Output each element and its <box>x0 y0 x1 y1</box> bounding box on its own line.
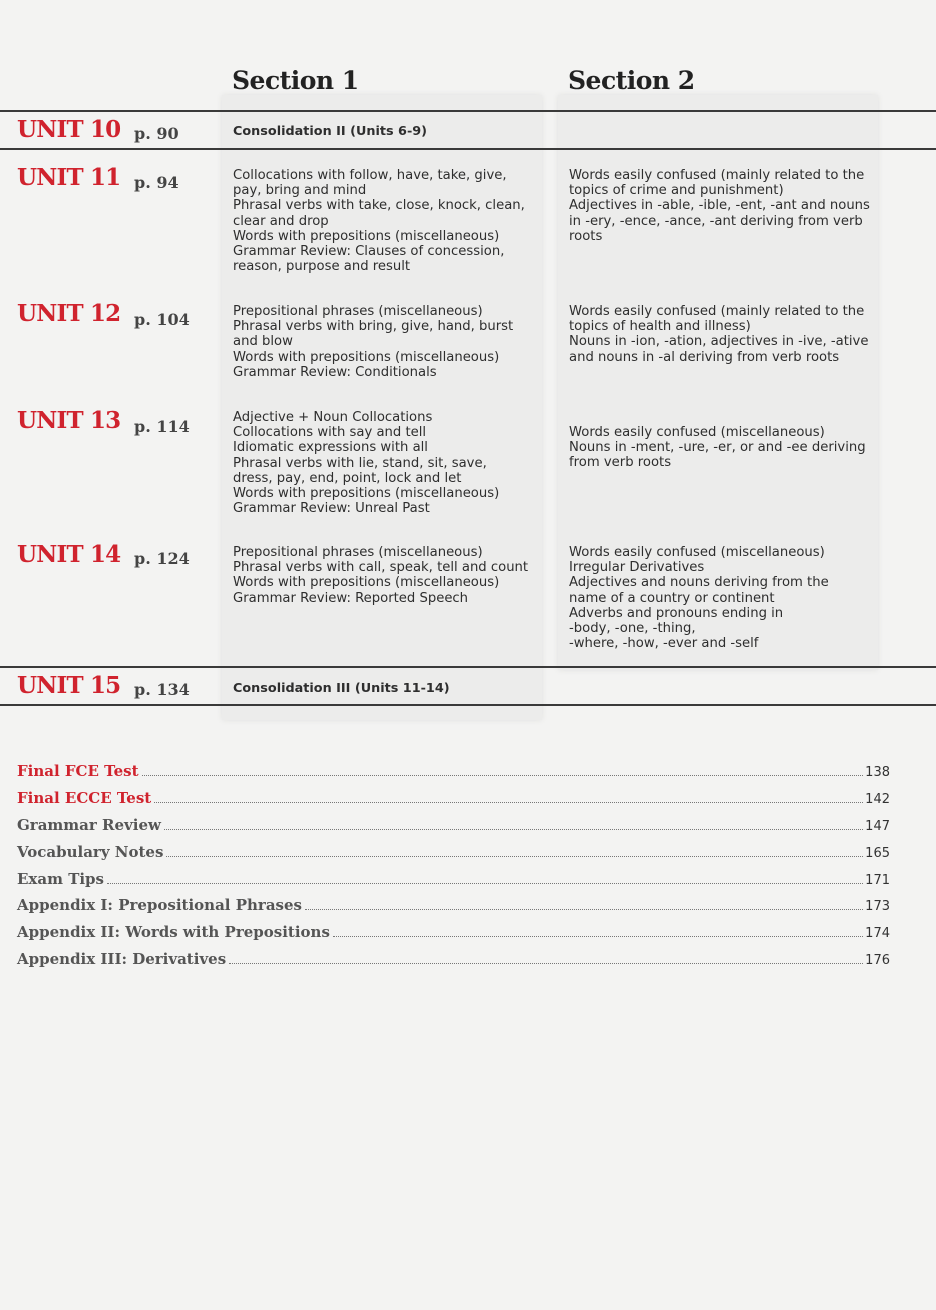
toc-item[interactable] <box>17 760 890 780</box>
topic-line: Adjectives and nouns deriving from the <box>569 575 829 591</box>
toc-title: Vocabulary Notes <box>17 843 164 861</box>
topic-line: and nouns in -al deriving from verb roots <box>569 349 840 365</box>
topic-line: Idiomatic expressions with all <box>233 440 428 456</box>
toc-title: Exam Tips <box>17 870 104 888</box>
unit12-section2 <box>569 304 874 365</box>
dot-leader <box>305 908 863 910</box>
toc-item[interactable] <box>17 868 890 888</box>
toc-page: 171 <box>865 873 890 888</box>
topic-line: Phrasal verbs with lie, stand, sit, save, <box>233 455 487 471</box>
topic-line: Words with prepositions (miscellaneous) <box>233 228 500 244</box>
unit13-section1 <box>233 410 538 516</box>
topic-line: Irregular Derivatives <box>569 560 705 576</box>
dot-leader <box>333 935 863 937</box>
section2-heading: Section 2 <box>568 66 695 95</box>
toc-page: 174 <box>865 926 890 941</box>
topic-line: Grammar Review: Clauses of concession, <box>233 244 505 260</box>
section1-heading: Section 1 <box>232 66 359 95</box>
topic-line: -body, -one, -thing, <box>569 621 696 637</box>
unit-page-ref: p. 114 <box>134 417 190 436</box>
toc-item[interactable] <box>17 894 890 914</box>
topic-line: Words with prepositions (miscellaneous) <box>233 575 500 591</box>
dot-leader <box>107 882 863 884</box>
topic-line: and blow <box>233 334 293 350</box>
toc-item[interactable] <box>17 841 890 861</box>
dot-leader <box>166 855 863 857</box>
topic-line: dress, pay, end, point, lock and let <box>233 470 462 486</box>
toc-title: Grammar Review <box>17 816 161 834</box>
unit15-section1 <box>233 681 538 696</box>
rule-top <box>0 110 936 112</box>
toc-title: Appendix II: Words with Prepositions <box>17 923 330 941</box>
topic-line: Adjective + Noun Collocations <box>233 410 433 425</box>
topic-line: pay, bring and mind <box>233 183 367 199</box>
topic-line: Consolidation II (Units 6-9) <box>233 124 428 139</box>
unit11-section2 <box>569 168 874 244</box>
toc-page: 142 <box>865 792 890 807</box>
unit-page-ref: p. 104 <box>134 310 190 329</box>
unit11-section1 <box>233 168 538 274</box>
topic-line: Words with prepositions (miscellaneous) <box>233 349 500 365</box>
unit14-section2 <box>569 545 874 651</box>
unit-label: UNIT 13 <box>17 407 121 434</box>
toc-page: 173 <box>865 899 890 914</box>
topic-line: Grammar Review: Unreal Past <box>233 501 430 517</box>
unit-label: UNIT 15 <box>17 672 121 699</box>
unit-page-ref: p. 124 <box>134 549 190 568</box>
dot-leader <box>154 801 863 803</box>
topic-line: topics of crime and punishment) <box>569 183 784 199</box>
topic-line: Adverbs and pronouns ending in <box>569 605 784 621</box>
topic-line: in -ery, -ence, -ance, -ant deriving from verb <box>569 213 863 229</box>
toc-page: 138 <box>865 765 890 780</box>
topic-line: clear and drop <box>233 213 329 229</box>
topic-line: Phrasal verbs with call, speak, tell and count <box>233 560 529 576</box>
topic-line: Collocations with follow, have, take, give, <box>233 168 507 183</box>
unit13-section2 <box>569 425 874 471</box>
toc-item[interactable] <box>17 787 890 807</box>
topic-line: Prepositional phrases (miscellaneous) <box>233 304 483 319</box>
unit-label: UNIT 11 <box>17 164 121 191</box>
rule-unit10-bottom <box>0 148 936 150</box>
topic-line: Nouns in -ion, -ation, adjectives in -ive, -ative <box>569 334 869 350</box>
rule-unit15-bottom <box>0 704 936 706</box>
topic-line: roots <box>569 228 603 244</box>
rule-unit15-top <box>0 666 936 668</box>
unit-label: UNIT 10 <box>17 116 121 143</box>
dot-leader <box>229 962 863 964</box>
topic-line: name of a country or continent <box>569 590 775 606</box>
dot-leader <box>164 828 863 830</box>
topic-line: Words with prepositions (miscellaneous) <box>233 486 500 502</box>
topic-line: Consolidation III (Units 11-14) <box>233 681 450 696</box>
toc-item[interactable] <box>17 814 890 834</box>
toc-item[interactable] <box>17 921 890 941</box>
unit14-section1 <box>233 545 538 606</box>
dot-leader <box>142 774 864 776</box>
topic-line: from verb roots <box>569 455 672 471</box>
topic-line: Prepositional phrases (miscellaneous) <box>233 545 483 560</box>
topic-line: Words easily confused (mainly related to the <box>569 168 865 183</box>
toc-page: 176 <box>865 953 890 968</box>
topic-line: Grammar Review: Reported Speech <box>233 590 469 606</box>
topic-line: Nouns in -ment, -ure, -er, or and -ee deriving <box>569 440 866 456</box>
topic-line: Phrasal verbs with bring, give, hand, burst <box>233 319 514 335</box>
topic-line: reason, purpose and result <box>233 259 411 275</box>
toc-title: Appendix III: Derivatives <box>17 950 227 968</box>
topic-line: topics of health and illness) <box>569 319 751 335</box>
toc-page: 147 <box>865 819 890 834</box>
topic-line: Words easily confused (miscellaneous) <box>569 425 825 440</box>
toc-page: 165 <box>865 846 890 861</box>
unit-page-ref: p. 134 <box>134 680 190 699</box>
toc-item[interactable] <box>17 948 890 968</box>
topic-line: -where, -how, -ever and -self <box>569 636 759 652</box>
topic-line: Phrasal verbs with take, close, knock, clean, <box>233 198 525 214</box>
unit-page-ref: p. 90 <box>134 124 179 143</box>
topic-line: Words easily confused (miscellaneous) <box>569 545 825 560</box>
unit-label: UNIT 14 <box>17 541 121 568</box>
unit12-section1 <box>233 304 538 380</box>
topic-line: Collocations with say and tell <box>233 425 427 441</box>
unit-label: UNIT 12 <box>17 300 121 327</box>
toc-title: Appendix I: Prepositional Phrases <box>17 896 302 914</box>
toc-title: Final ECCE Test <box>17 789 152 807</box>
unit-page-ref: p. 94 <box>134 173 179 192</box>
topic-line: Words easily confused (mainly related to the <box>569 304 865 319</box>
topic-line: Grammar Review: Conditionals <box>233 364 437 380</box>
toc-title: Final FCE Test <box>17 762 139 780</box>
topic-line: Adjectives in -able, -ible, -ent, -ant and nouns <box>569 198 870 214</box>
unit10-section1 <box>233 124 538 139</box>
